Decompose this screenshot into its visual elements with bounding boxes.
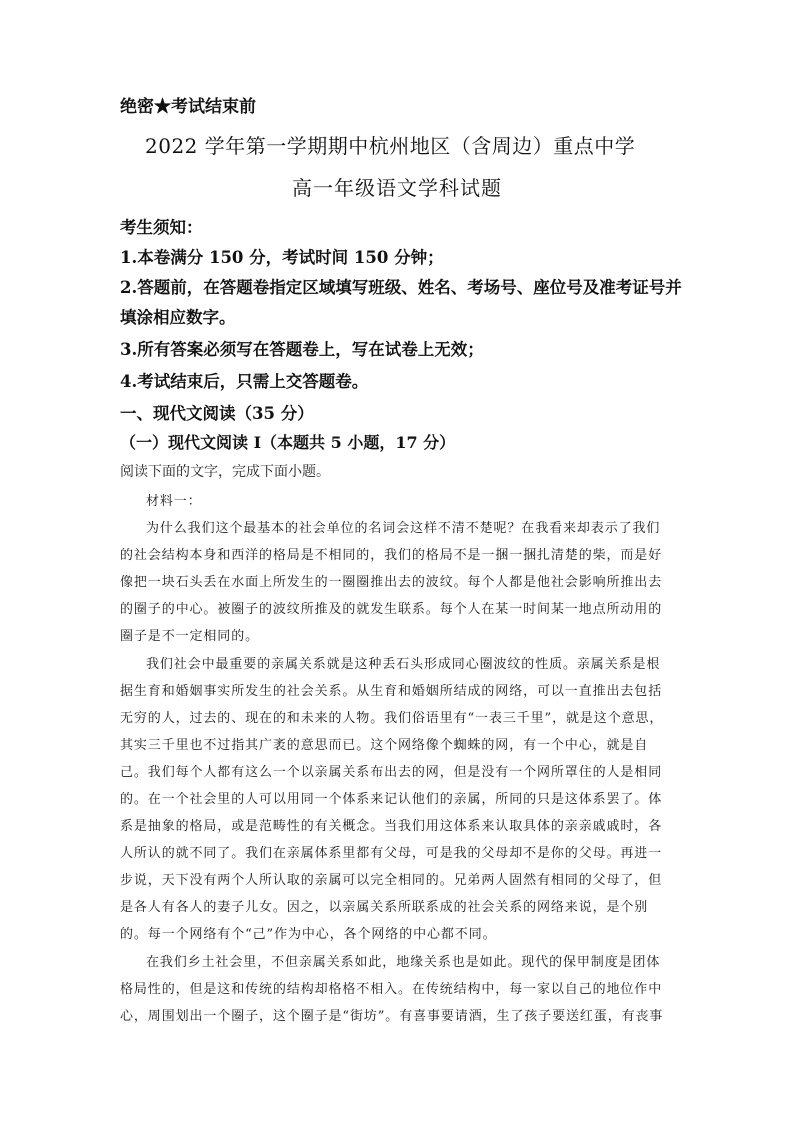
notice-item-3: 3.所有答案必须写在答题卷上，写在试卷上无效；: [120, 340, 484, 359]
text-line: 系是抽象的格局，或是范畴性的有关概念。当我们用这体系来认取具体的亲亲戚戚时，各: [120, 819, 663, 834]
exam-title-line2: 高一年级语文学科试题: [292, 176, 502, 200]
confidential-label: 绝密★考试结束前: [120, 97, 256, 117]
text-line: 己。我们每个人都有这么一个以亲属关系布出去的网，但是没有一个网所罩住的人是相同: [120, 765, 663, 780]
text-line: 的。每一个网络有个“己”作为中心，各个网络的中心都不同。: [120, 927, 497, 942]
text-line: 人所认的就不同了。我们在亲属体系里都有父母，可是我的父母却不是你的父母。再进一: [120, 846, 663, 861]
text-line: 无穷的人，过去的、现在的和未来的人物。我们俗语里有“一表三千里”，就是这个意思，: [120, 711, 664, 726]
text-line: 其实三千里也不过指其广袤的意思而已。这个网络像个蜘蛛的网，有一个中心，就是自: [120, 738, 649, 753]
exam-title-line1: 2022 学年第一学期期中杭州地区（含周边）重点中学: [145, 134, 636, 158]
material-text: [120, 490, 672, 1050]
material-label: 材料一：: [146, 494, 202, 509]
notice-heading: 考生须知：: [120, 218, 203, 237]
text-line: 是各人有各人的妻子儿女。因之，以亲属关系所联系成的社会关系的网络来说，是个别: [120, 900, 649, 915]
text-line: 像把一块石头丢在水面上所发生的一圈圈推出去的波纹。每个人都是他社会影响所推出去: [120, 575, 663, 590]
text-line: 格局性的，但是这和传统的结构却格格不相入。在传统结构中，每一家以自己的地位作中: [120, 982, 663, 997]
text-line: 的。在一个社会里的人可以用同一个体系来记认他们的亲属，所同的只是这体系罢了。体: [120, 792, 663, 807]
text-line: 的圈子的中心。被圈子的波纹所推及的就发生联系。每个人在某一时间某一地点所动用的: [120, 602, 663, 617]
text-line: 在我们乡土社会里，不但亲属关系如此，地缘关系也是如此。现代的保甲制度是团体: [146, 955, 661, 970]
text-line: 我们社会中最重要的亲属关系就是这种丢石头形成同心圈波纹的性质。亲属关系是根: [146, 657, 661, 672]
notice-item-2b: 填涂相应数字。: [120, 308, 236, 327]
notice-item-1: 1.本卷满分 150 分，考试时间 150 分钟；: [120, 248, 444, 267]
notice-item-4: 4.考试结束后，只需上交答题卷。: [120, 372, 369, 391]
text-line: 据生育和婚姻事实所发生的社会关系。从生育和婚姻所结成的网络，可以一直推出去包括: [120, 684, 663, 699]
section-title: 一、现代文阅读（35 分）: [120, 404, 314, 423]
reading-instruction: 阅读下面的文字，完成下面小题。: [120, 464, 330, 480]
subsection-title: （一）现代文阅读 I（本题共 5 小题，17 分）: [120, 433, 456, 452]
text-line: 圈子是不一定相同的。: [120, 629, 260, 644]
notice-item-2a: 2.答题前，在答题卷指定区域填写班级、姓名、考场号、座位号及准考证号并: [120, 278, 682, 297]
text-line: 心，周围划出一个圈子，这个圈子是“街坊”。有喜事要请酒，生了孩子要送红蛋，有丧事: [120, 1009, 664, 1024]
text-line: 步说，天下没有两个人所认取的亲属可以完全相同的。兄弟两人固然有相同的父母了，但: [120, 873, 663, 888]
text-line: 的社会结构本身和西洋的格局是不相同的，我们的格局不是一捆一捆扎清楚的柴，而是好: [120, 548, 663, 563]
text-line: 为什么我们这个最基本的社会单位的名词会这样不清不楚呢？在我看来却表示了我们: [146, 521, 661, 536]
